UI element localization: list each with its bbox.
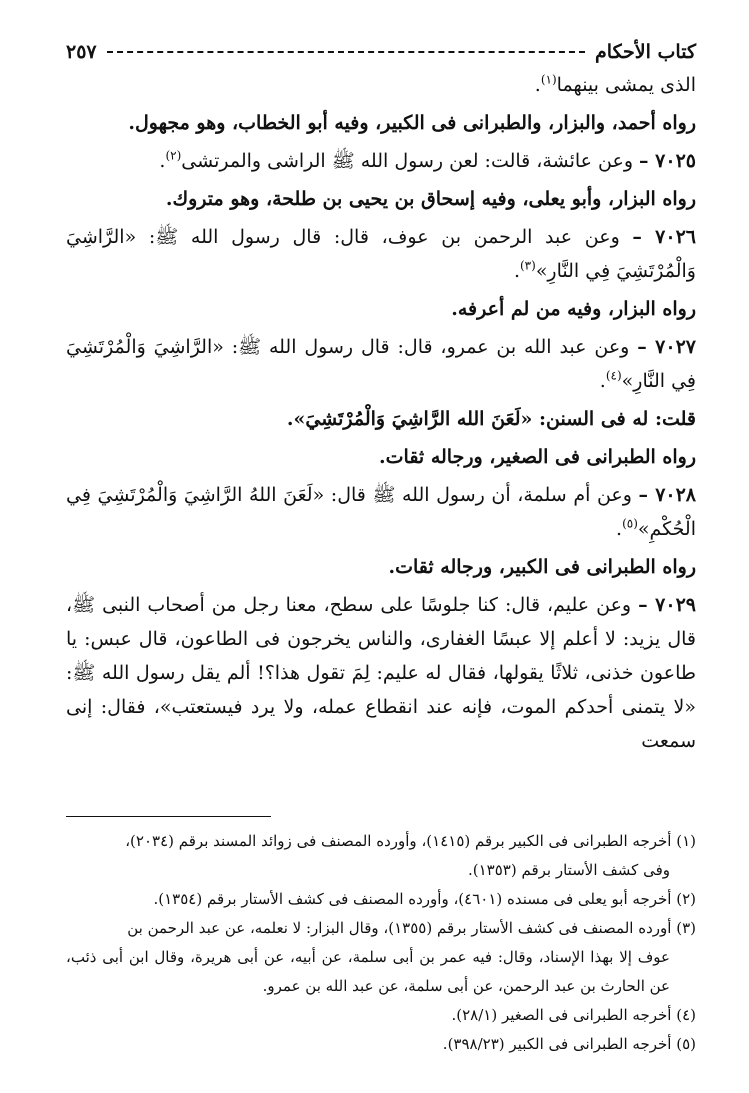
footnote-marker: (١) (540, 72, 557, 87)
footnote-text: أخرجه أبو يعلى فى مسنده (٤٦٠١)، وأورده المصنف فى كشف الأستار برقم (١٣٥٤). (153, 890, 672, 908)
footnote-item (66, 1030, 696, 1059)
paragraph-text: رواه البزار، وفيه من لم أعرفه. (451, 298, 696, 320)
hadith-paragraph (66, 144, 696, 178)
hadith-paragraph (66, 330, 696, 398)
header-title: كتاب الأحكام (595, 41, 696, 63)
paragraph-text: وعن عبد الله بن عمرو، قال: قال رسول الله ﷺ: «الرَّاشِيَ وَالْمُرْتَشِيَ فِي النَّارِ» (66, 336, 696, 392)
footnote-marker: (٢) (165, 148, 182, 163)
paragraph-text: وعن أم سلمة، أن رسول الله ﷺ قال: «لَعَنَ اللهُ الرَّاشِيَ وَالْمُرْتَشِيَ فِي الْحُكْمِ» (66, 484, 696, 540)
running-header (66, 36, 696, 68)
paragraph-text: الذى يمشى بينهما (556, 74, 696, 96)
paragraph-text: رواه أحمد، والبزار، والطبرانى فى الكبير، وفيه أبو الخطاب، وهو مجهول. (128, 112, 696, 134)
footnote-item (66, 914, 696, 1001)
hadith-paragraph (66, 478, 696, 546)
sentence-end: . (159, 150, 166, 172)
text-paragraph (66, 68, 696, 102)
footnote-marker: (٣) (519, 258, 536, 273)
hadith-number: ٧٠٢٨ – (638, 484, 697, 506)
sentence-end: . (513, 260, 520, 282)
hadith-paragraph (66, 588, 696, 758)
footnote-item (66, 885, 696, 914)
paragraph-text: وعن عائشة، قالت: لعن رسول الله ﷺ الراشى والمرتشى (181, 150, 633, 172)
paragraph-text: وعن عليم، قال: كنا جلوسًا على سطح، معنا رجل من أصحاب النبى ﷺ، قال يزيد: لا أعلم إلا عبسًا الغفارى، والناس يخرجون فى الطاعون، قال عبس: يا طاعون خذنى، ثلاثًا يقولها، فقال له عليم: لِمَ تقول هذا؟! ألم يقل رسول الله ﷺ: «لا يتمنى أحدكم الموت، فإنه عند انقطاع عمله، ولا يرد فيستعتب»، فقال: إنى سمعت (66, 594, 696, 752)
footnote-text: أخرجه الطبرانى فى الكبير (٣٩٨/٢٣). (442, 1035, 672, 1053)
text-paragraph (66, 402, 696, 436)
footnote-separator (66, 816, 271, 817)
paragraph-text: وعن عبد الرحمن بن عوف، قال: قال رسول الله ﷺ: «الرَّاشِيَ وَالْمُرْتَشِيَ فِي النَّارِ» (66, 226, 696, 282)
footnotes (66, 827, 696, 1059)
document-page (66, 36, 696, 1059)
footnote-text: أخرجه الطبرانى فى الصغير (٢٨/١). (451, 1006, 672, 1024)
sentence-end: . (616, 518, 623, 540)
text-paragraph (66, 440, 696, 474)
text-paragraph (66, 550, 696, 584)
footnote-number: (٥) (676, 1035, 696, 1053)
footnote-number: (٢) (676, 890, 696, 908)
text-paragraph (66, 182, 696, 216)
main-text (66, 68, 696, 758)
footnote-continuation: عوف إلا بهذا الإسناد، وقال: فيه عمر بن أبى سلمة، عن أبيه، عن أبى هريرة، وقال ابن أبى ذئب، عن الحارث بن عبد الرحمن، عن أبى سلمة، عن عبد الله بن عمرو. (66, 948, 670, 995)
footnote-marker: (٤) (605, 368, 622, 383)
paragraph-text: قلت: له فى السنن: «لَعَنَ الله الرَّاشِيَ وَالْمُرْتَشِيَ». (286, 408, 696, 430)
sentence-end: . (534, 74, 541, 96)
sentence-end: . (599, 370, 606, 392)
footnote-number: (٣) (676, 919, 696, 937)
paragraph-text: رواه الطبرانى فى الكبير، ورجاله ثقات. (388, 556, 696, 578)
hadith-number: ٧٠٢٩ – (638, 594, 696, 616)
hadith-paragraph (66, 220, 696, 288)
footnote-number: (٤) (676, 1006, 696, 1024)
header-rule (107, 51, 585, 53)
page-number: ٢٥٧ (66, 41, 97, 63)
paragraph-text: رواه البزار، وأبو يعلى، وفيه إسحاق بن يحيى بن طلحة، وهو متروك. (165, 188, 696, 210)
footnote-text: أورده المصنف فى كشف الأستار برقم (١٣٥٥)، وقال البزار: لا نعلمه، عن عبد الرحمن بن (127, 919, 672, 937)
text-paragraph (66, 106, 696, 140)
footnote-text: أخرجه الطبرانى فى الكبير برقم (١٤١٥)، وأورده المصنف فى زوائد المسند برقم (٢٠٣٤)، (125, 832, 672, 850)
footnote-continuation: وفى كشف الأستار برقم (١٣٥٣). (468, 861, 670, 879)
paragraph-text: رواه الطبرانى فى الصغير، ورجاله ثقات. (379, 446, 696, 468)
footnote-marker: (٥) (622, 516, 638, 531)
hadith-number: ٧٠٢٧ – (637, 336, 696, 358)
hadith-number: ٧٠٢٦ – (632, 226, 696, 248)
text-paragraph (66, 292, 696, 326)
hadith-number: ٧٠٢٥ – (639, 150, 696, 172)
footnote-item (66, 1001, 696, 1030)
footnote-item (66, 827, 696, 885)
footnote-number: (١) (676, 832, 696, 850)
